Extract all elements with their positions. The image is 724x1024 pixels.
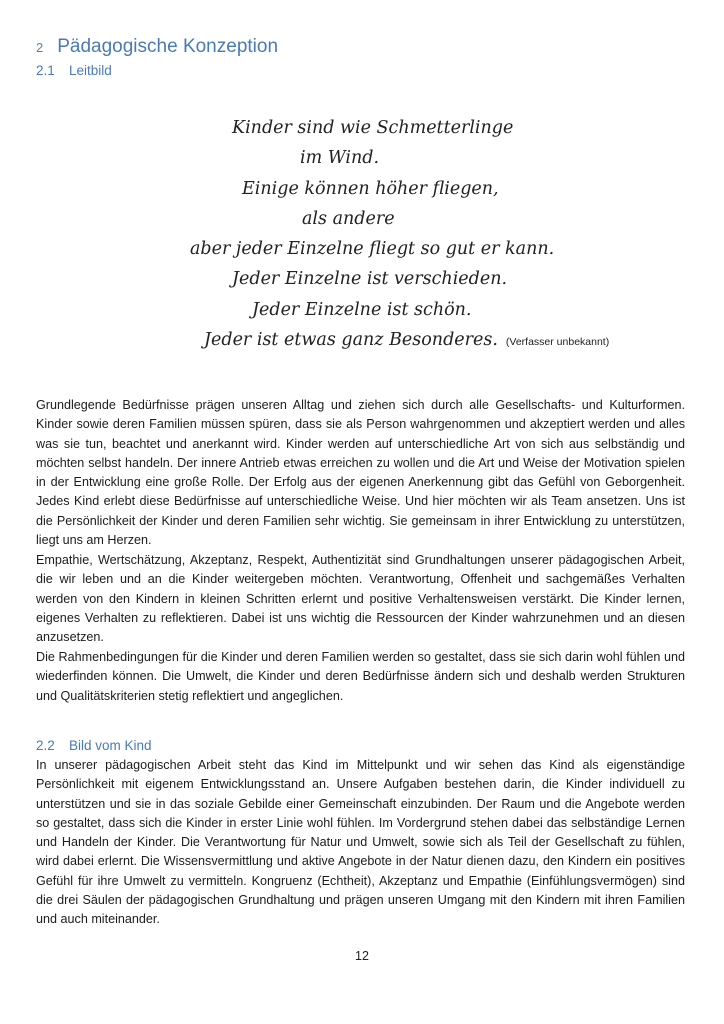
poem-line: Jeder Einzelne ist schön. [252, 299, 472, 320]
section-number: 2.2 [36, 738, 55, 753]
poem-line: Kinder sind wie Schmetterlinge [232, 118, 514, 138]
section-heading-bild-vom-kind [36, 738, 152, 753]
poem-line: Jeder ist etwas ganz Besonderes. [204, 330, 498, 351]
page-number: 12 [355, 949, 369, 963]
section-title: Leitbild [69, 63, 112, 78]
paragraph: Die Rahmenbedingungen für die Kinder und deren Familien werden so gestaltet, dass sie sich darin wohl fühlen und wiederfinden können. Die Umwelt, die Kinder und deren Bedürfnisse ändern sich und deshalb werden Strukturen und Qualitätskriterien stetig reflektiert und angeglichen. [36, 650, 685, 703]
poem-quote [190, 113, 610, 357]
paragraph: Grundlegende Bedürfnisse prägen unseren Alltag und ziehen sich durch alle Gesellschafts- und Kulturformen. Kinder sowie deren Familien müssen spüren, dass sie als Person wahrgenommen und akzeptiert werden und alles was sie tun, beachtet und anerkannt wird. Kinder werden auf unterschiedliche Art von sich aus selbständig und möchten selbst handeln. Der innere Antrieb etwas erreichen zu wollen und die Art und Weise der Motivation spielen in der Entwicklung eine große Rolle. Der Erfolg aus der eigenen Anerkennung gibt das Gefühl von Geborgenheit. Jedes Kind erlebt diese Bedürfnisse auf unterschiedliche Weise. Und hier möchten wir als Team ansetzen. Uns ist die Persönlichkeit der Kinder und deren Familien sehr wichtig. Sie gemeinsam in ihrer Entwicklung zu unterstützen, liegt uns am Herzen. [36, 398, 685, 548]
paragraph: In unserer pädagogischen Arbeit steht das Kind im Mittelpunkt und wir sehen das Kind als eigenständige Persönlichkeit mit eigenem Entwicklungsstand an. Unsere Aufgaben bestehen darin, die Kinder individuell zu unterstützen und sie in das soziale Gebilde einer Gemeinschaft einzubinden. Der Raum und die Angebote werden so gestaltet, dass sich die Kinder in erster Linie wohl fühlen. Im Vordergrund stehen dabei das selbständige Lernen und Handeln der Kinder. Die Verantwortung für Natur und Umwelt, sowie sich als Teil der Gesellschaft zu fühlen, wird dabei erlernt. Die Wissensvermittlung und aktive Angebote in der Natur dienen dazu, den Kindern ein positives Gefühl für ihre Umwelt zu vermitteln. Kongruenz (Echtheit), Akzeptanz und Empathie (Einfühlungsvermögen) sind die drei Säulen der pädagogischen Grundhaltung und prägen unseren Umgang mit den Kindern mit ihren Familien und auch miteinander. [36, 758, 685, 927]
poem-author: (Verfasser unbekannt) [505, 336, 610, 349]
poem-line: als andere [302, 208, 395, 229]
chapter-title: Pädagogische Konzeption [57, 36, 279, 57]
paragraph: Empathie, Wertschätzung, Akzeptanz, Respekt, Authentizität sind Grundhaltungen unserer pädagogischen Arbeit, die wir leben und an die Kinder weitergeben möchten. Verantwortung, Offenheit und sachgemäßes Verhalten werden von den Kindern in kleinen Schritten erlernt und positive Verhaltensweisen verstärkt. Die Kinder lernen, eigenes Verhalten zu reflektieren. Dabei ist uns wichtig die Ressourcen der Kinder wahrzunehmen und an diesen anzusetzen. [36, 553, 685, 645]
section-heading-leitbild [36, 63, 112, 78]
section-number: 2.1 [36, 63, 55, 78]
chapter-heading [36, 36, 278, 58]
chapter-number: 2 [36, 40, 44, 55]
poem-line: Jeder Einzelne ist verschieden. [232, 269, 508, 290]
poem-line: Einige können höher fliegen, [242, 178, 499, 199]
poem-line: im Wind. [300, 148, 380, 169]
poem-line: aber jeder Einzelne fliegt so gut er kann. [190, 239, 555, 260]
section-title: Bild vom Kind [69, 738, 152, 753]
